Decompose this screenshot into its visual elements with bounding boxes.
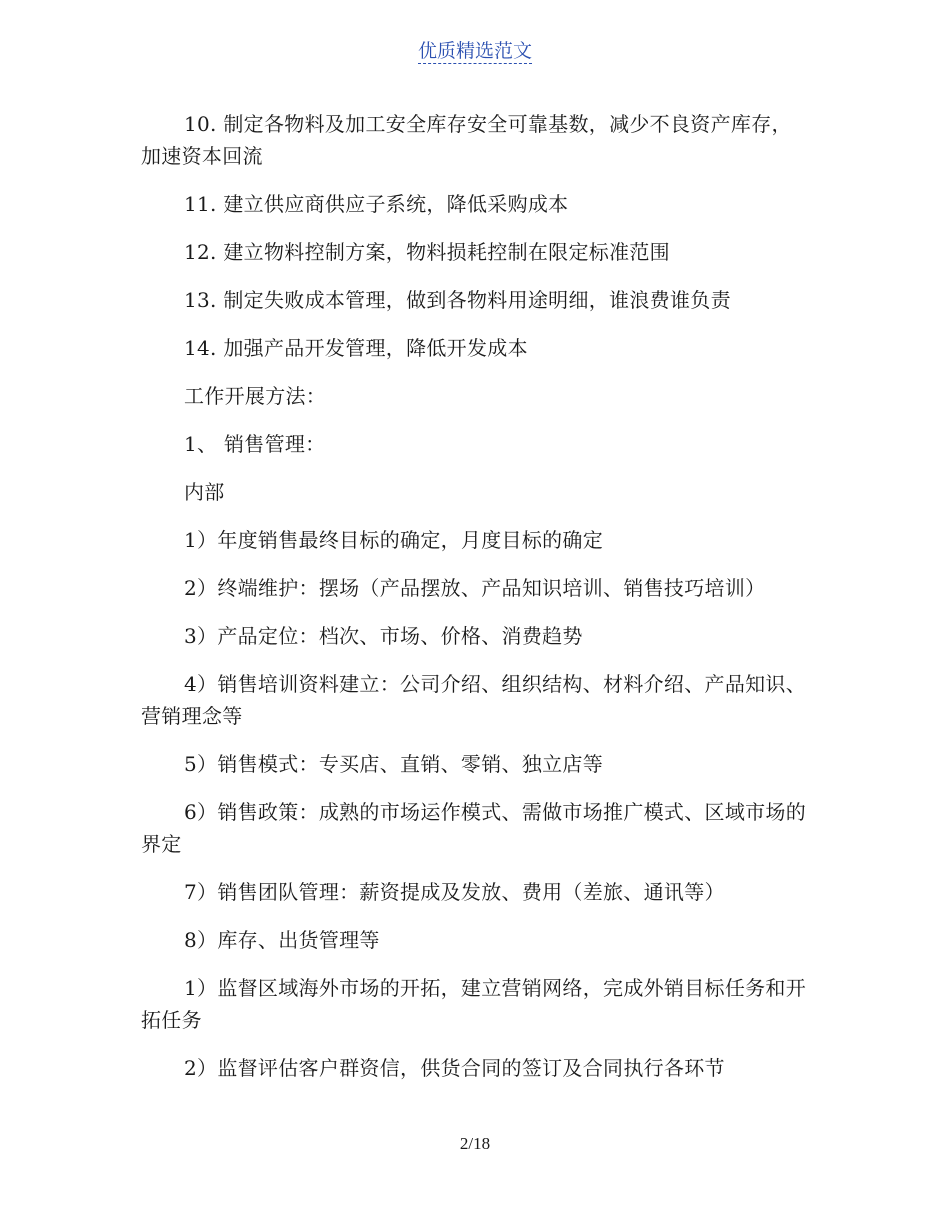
list-item: 2）监督评估客户群资信，供货合同的签订及合同执行各环节 bbox=[184, 1056, 725, 1080]
paragraph-item-11: 11. 建立供应商供应子系统，降低采购成本 bbox=[184, 192, 569, 216]
list-item: 7）销售团队管理：薪资提成及发放、费用（差旅、通讯等） bbox=[184, 880, 725, 904]
section-heading-methods: 工作开展方法： bbox=[184, 384, 327, 408]
page-header bbox=[0, 36, 950, 63]
list-item: 5）销售模式：专买店、直销、零销、独立店等 bbox=[184, 752, 604, 776]
list-item: 1）监督区域海外市场的开拓，建立营销网络，完成外销目标任务和开拓任务 bbox=[141, 976, 807, 1032]
paragraph-item-14: 14. 加强产品开发管理，降低开发成本 bbox=[184, 336, 528, 360]
subsection-label-internal: 内部 bbox=[184, 480, 225, 504]
page-number: 2/18 bbox=[459, 1134, 491, 1153]
document-body bbox=[141, 108, 809, 1100]
list-item: 1）年度销售最终目标的确定，月度目标的确定 bbox=[184, 528, 604, 552]
list-item: 4）销售培训资料建立：公司介绍、组织结构、材料介绍、产品知识、营销理念等 bbox=[141, 672, 807, 728]
paragraph-item-13: 13. 制定失败成本管理，做到各物料用途明细，谁浪费谁负责 bbox=[184, 288, 731, 312]
header-title-link[interactable]: 优质精选范文 bbox=[417, 40, 532, 62]
list-item: 2）终端维护：摆场（产品摆放、产品知识培训、销售技巧培训） bbox=[184, 576, 766, 600]
paragraph-item-10: 10. 制定各物料及加工安全库存安全可靠基数，减少不良资产库存，加速资本回流 bbox=[141, 112, 792, 168]
subsection-heading-sales: 1、 销售管理： bbox=[184, 432, 326, 456]
paragraph-item-12: 12. 建立物料控制方案，物料损耗控制在限定标准范围 bbox=[184, 240, 670, 264]
list-item: 6）销售政策：成熟的市场运作模式、需做市场推广模式、区域市场的界定 bbox=[141, 800, 807, 856]
list-item: 8）库存、出货管理等 bbox=[184, 928, 380, 952]
list-item: 3）产品定位：档次、市场、价格、消费趋势 bbox=[184, 624, 583, 648]
